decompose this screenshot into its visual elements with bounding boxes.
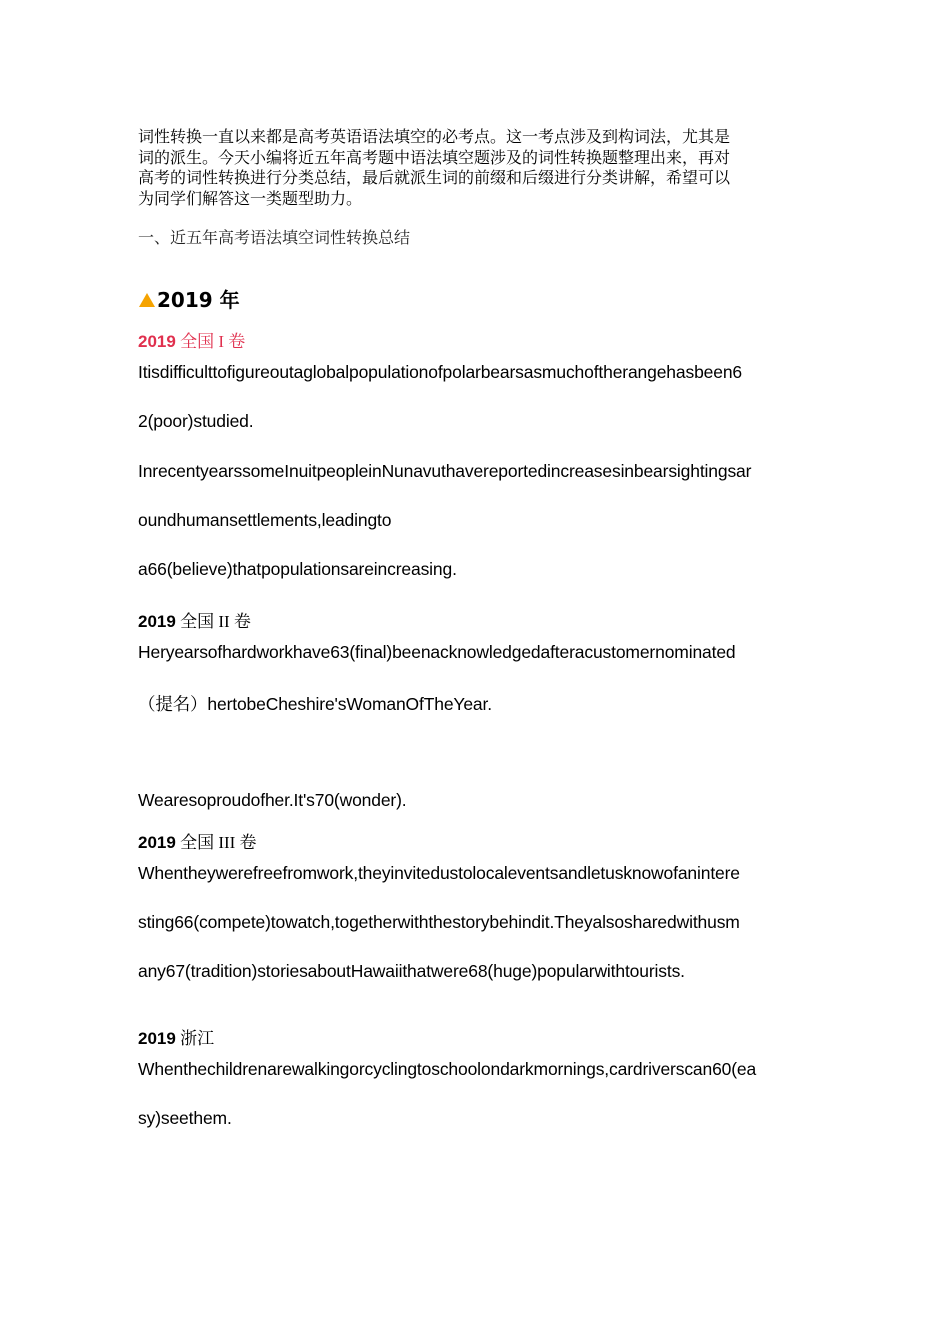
exam-text-line: Heryearsofhardworkhave63(final)beenacknowledgedafteracustomernominated [138,642,736,662]
exam-label [138,327,245,352]
exam-label [138,607,251,632]
exam-text-line: Wearesoproudofher.It's70(wonder). [138,790,407,810]
intro-paragraph [138,127,818,209]
exam-label [138,828,257,853]
exam-text-line: Itisdifficulttofigureoutaglobalpopulationofpolarbearsasmuchoftherangehasbeen6 [138,362,742,382]
intro-line: 词的派生。今天小编将近五年高考题中语法填空题涉及的词性转换题整理出来，再对 [138,147,731,167]
year-heading-text: 2019 年 [157,288,240,312]
section-title: 一、近五年高考语法填空词性转换总结 [138,228,411,247]
exam-text-line: Whentheywerefreefromwork,theyinvitedustolocaleventsandletusknowofanintere [138,863,740,883]
year-heading [139,284,240,313]
exam-text-line: sting66(compete)towatch,togetherwiththestorybehindit.Theyalsosharedwithusm [138,912,740,932]
exam-label-year: 2019 [138,833,176,852]
exam-label [138,1024,214,1049]
exam-label-name: 全国 III 卷 [180,833,257,852]
exam-text-line: any67(tradition)storiesaboutHawaiithatwere68(huge)popularwithtourists. [138,961,685,981]
exam-label-name: 浙江 [180,1029,215,1048]
exam-text-line: 2(poor)studied. [138,411,254,431]
exam-label-name: 全国 I 卷 [180,332,246,351]
intro-line: 高考的词性转换进行分类总结，最后就派生词的前缀和后缀进行分类讲解，希望可以 [138,168,731,187]
exam-label-year: 2019 [138,1029,176,1048]
exam-text-line: a66(believe)thatpopulationsareincreasing. [138,559,457,579]
intro-line: 为同学们解答这一类题型助力。 [138,188,363,208]
exam-label-year: 2019 [138,612,176,631]
exam-text-line: Whenthechildrenarewalkingorcyclingtoschoolondarkmornings,cardriverscan60(ea [138,1059,757,1079]
intro-line: 词性转换一直以来都是高考英语语法填空的必考点。这一考点涉及到构词法，尤其是 [138,127,731,146]
exam-text-line: oundhumansettlements,leadingto [138,510,392,530]
exam-text-line: （提名）hertobeCheshire'sWomanOfTheYear. [138,694,492,714]
exam-text-line: InrecentyearssomeInuitpeopleinNunavuthavereportedincreasesinbearsightingsar [138,461,752,481]
triangle-icon [139,293,155,307]
exam-text-line: sy)seethem. [138,1108,232,1128]
exam-label-year: 2019 [138,332,176,351]
exam-label-name: 全国 II 卷 [180,612,251,631]
